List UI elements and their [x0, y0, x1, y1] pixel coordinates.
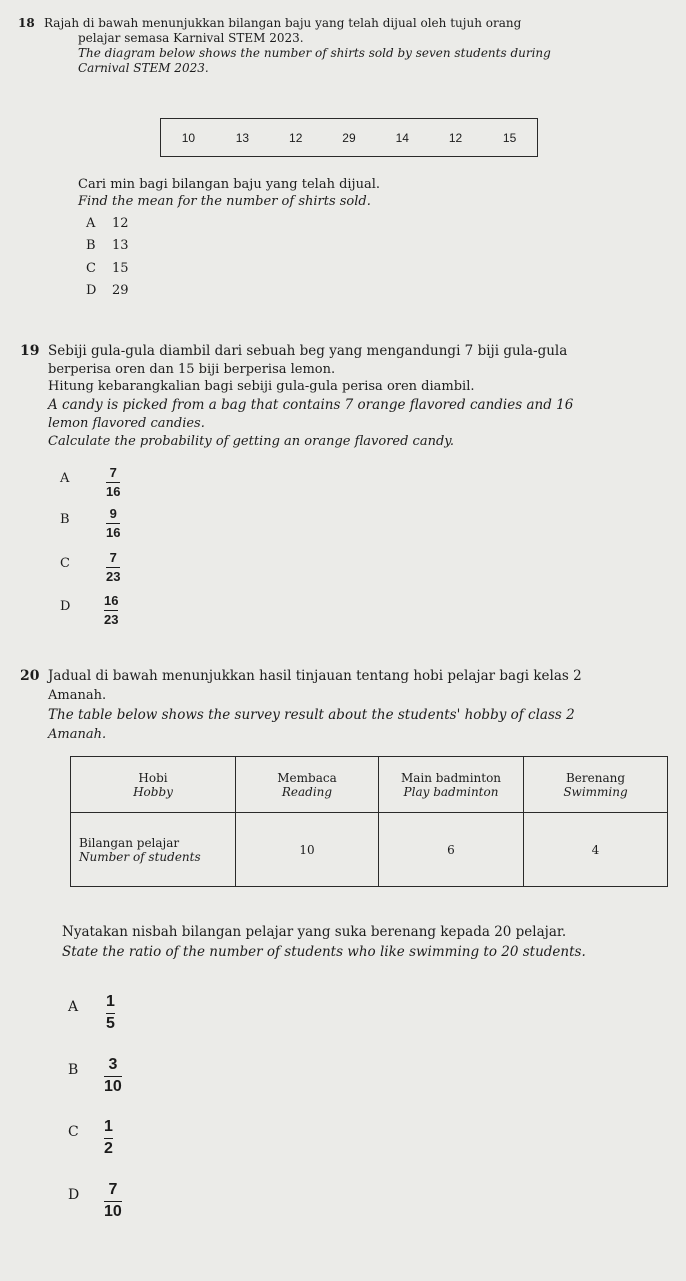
q19-malay-line2: berperisa oren dan 15 biji berperisa lemon.	[48, 362, 336, 377]
q20-malay-line1: Jadual di bawah menunjukkan hasil tinjauan tentang hobi pelajar bagi kelas 2	[48, 668, 582, 684]
fraction-bar	[106, 523, 120, 524]
fraction-bar	[106, 482, 120, 483]
q18-eng-line1: The diagram below shows the number of shirts sold by seven students during	[78, 46, 551, 60]
q20-option-d-letter[interactable]: D	[68, 1187, 80, 1203]
shirts-value: 15	[482, 119, 537, 157]
shirts-value: 12	[429, 119, 482, 157]
q18-ask-eng: Find the mean for the number of shirts sold.	[78, 194, 371, 209]
hobby-header-reading	[236, 757, 379, 813]
numerator: 1	[104, 1118, 113, 1135]
fraction-bar	[104, 1138, 113, 1139]
hobby-header-badminton	[379, 757, 524, 813]
hobby-row-label	[71, 757, 236, 813]
shirts-value: 29	[322, 119, 375, 157]
shirts-value: 14	[376, 119, 429, 157]
q18-number: 18	[18, 16, 35, 30]
numerator: 16	[104, 593, 119, 608]
q20-malay-line2: Amanah.	[48, 688, 107, 703]
shirts-value: 13	[216, 119, 269, 157]
numerator: 1	[106, 993, 115, 1010]
denominator: 5	[106, 1014, 115, 1032]
q19-number: 19	[20, 343, 40, 359]
q20-ask-eng: State the ratio of the number of students who like swimming to 20 students.	[62, 944, 586, 960]
q20-option-b-fraction[interactable]	[104, 1057, 122, 1096]
q20-option-c-fraction[interactable]	[104, 1119, 113, 1158]
denominator: 23	[106, 568, 121, 584]
q19-option-c-fraction[interactable]	[106, 551, 120, 583]
q19-eng-line1: A candy is picked from a bag that contains 7 orange flavored candies and 16	[48, 397, 574, 413]
q18-option-b-value[interactable]: 13	[112, 238, 129, 253]
q18-option-c-value[interactable]: 15	[112, 261, 129, 276]
q19-malay-line3: Hitung kebarangkalian bagi sebiji gula-gula perisa oren diambil.	[48, 379, 475, 394]
shirts-value: 10	[161, 119, 216, 157]
shirts-sold-table	[160, 118, 538, 157]
q18-option-d-letter[interactable]: D	[86, 283, 97, 298]
fraction-bar	[106, 1013, 115, 1014]
denominator: 10	[104, 1077, 122, 1095]
numerator: 9	[109, 506, 117, 521]
q20-eng-line1: The table below shows the survey result about the students' hobby of class 2	[48, 707, 575, 723]
q19-option-b-letter[interactable]: B	[60, 512, 70, 527]
hobby-header-swimming	[524, 757, 668, 813]
q19-malay-line1: Sebiji gula-gula diambil dari sebuah beg yang mengandungi 7 biji gula-gula	[48, 343, 568, 359]
hobby-eng: Swimming	[563, 784, 628, 799]
q18-option-c-letter[interactable]: C	[86, 261, 96, 276]
fraction-bar	[104, 610, 118, 611]
count-row-label	[71, 813, 236, 887]
student-count-row	[71, 813, 668, 887]
q18-option-a-letter[interactable]: A	[86, 216, 96, 231]
fraction-bar	[104, 1076, 122, 1077]
hobby-table	[70, 756, 668, 887]
shirts-sold-row	[161, 119, 538, 157]
q19-option-d-letter[interactable]: D	[60, 599, 71, 614]
q18-option-d-value[interactable]: 29	[112, 283, 129, 298]
count-reading: 10	[236, 813, 379, 887]
q18-ask-malay: Cari min bagi bilangan baju yang telah dijual.	[78, 177, 380, 192]
count-label-eng: Number of students	[79, 849, 201, 864]
q20-option-b-letter[interactable]: B	[68, 1062, 79, 1078]
hobby-eng: Reading	[281, 784, 333, 799]
shirts-value: 12	[269, 119, 322, 157]
numerator: 7	[109, 465, 117, 480]
numerator: 7	[109, 550, 117, 565]
hobby-malay: Berenang	[565, 770, 626, 785]
denominator: 10	[104, 1202, 122, 1220]
q18-option-a-value[interactable]: 12	[112, 216, 129, 231]
q20-number: 20	[20, 668, 40, 684]
fraction-bar	[106, 567, 120, 568]
hobby-label-malay: Hobi	[138, 770, 168, 785]
q20-eng-line2: Amanah.	[48, 727, 107, 742]
q20-option-a-fraction[interactable]	[106, 994, 115, 1033]
fraction-bar	[104, 1201, 122, 1202]
q19-option-a-fraction[interactable]	[106, 466, 120, 498]
q18-malay-line1: Rajah di bawah menunjukkan bilangan baju yang telah dijual oleh tujuh orang	[44, 16, 522, 30]
q19-eng-line2: lemon flavored candies.	[48, 416, 205, 431]
q18-eng-line2: Carnival STEM 2023.	[78, 61, 209, 75]
q19-eng-line3: Calculate the probability of getting an orange flavored candy.	[48, 434, 455, 449]
hobby-eng: Play badminton	[403, 784, 499, 799]
count-swimming: 4	[524, 813, 668, 887]
denominator: 16	[106, 483, 121, 499]
hobby-label-eng: Hobby	[133, 784, 173, 799]
q20-option-c-letter[interactable]: C	[68, 1124, 79, 1140]
q19-option-a-letter[interactable]: A	[60, 471, 70, 486]
q20-ask-malay: Nyatakan nisbah bilangan pelajar yang suka berenang kepada 20 pelajar.	[62, 924, 567, 940]
q18-option-b-letter[interactable]: B	[86, 238, 96, 253]
q20-option-d-fraction[interactable]	[104, 1182, 122, 1221]
numerator: 3	[108, 1056, 118, 1073]
q19-option-b-fraction[interactable]	[106, 507, 120, 539]
numerator: 7	[108, 1181, 118, 1198]
denominator: 2	[104, 1139, 113, 1157]
hobby-header-row	[71, 757, 668, 813]
q19-option-d-fraction[interactable]	[104, 594, 118, 626]
q19-option-c-letter[interactable]: C	[60, 556, 70, 571]
q20-option-a-letter[interactable]: A	[68, 999, 79, 1015]
count-label-malay: Bilangan pelajar	[79, 835, 180, 850]
denominator: 16	[106, 524, 121, 540]
denominator: 23	[104, 611, 119, 627]
count-badminton: 6	[379, 813, 524, 887]
hobby-malay: Main badminton	[400, 770, 502, 785]
q18-malay-line2: pelajar semasa Karnival STEM 2023.	[78, 31, 304, 45]
hobby-malay: Membaca	[277, 770, 337, 785]
